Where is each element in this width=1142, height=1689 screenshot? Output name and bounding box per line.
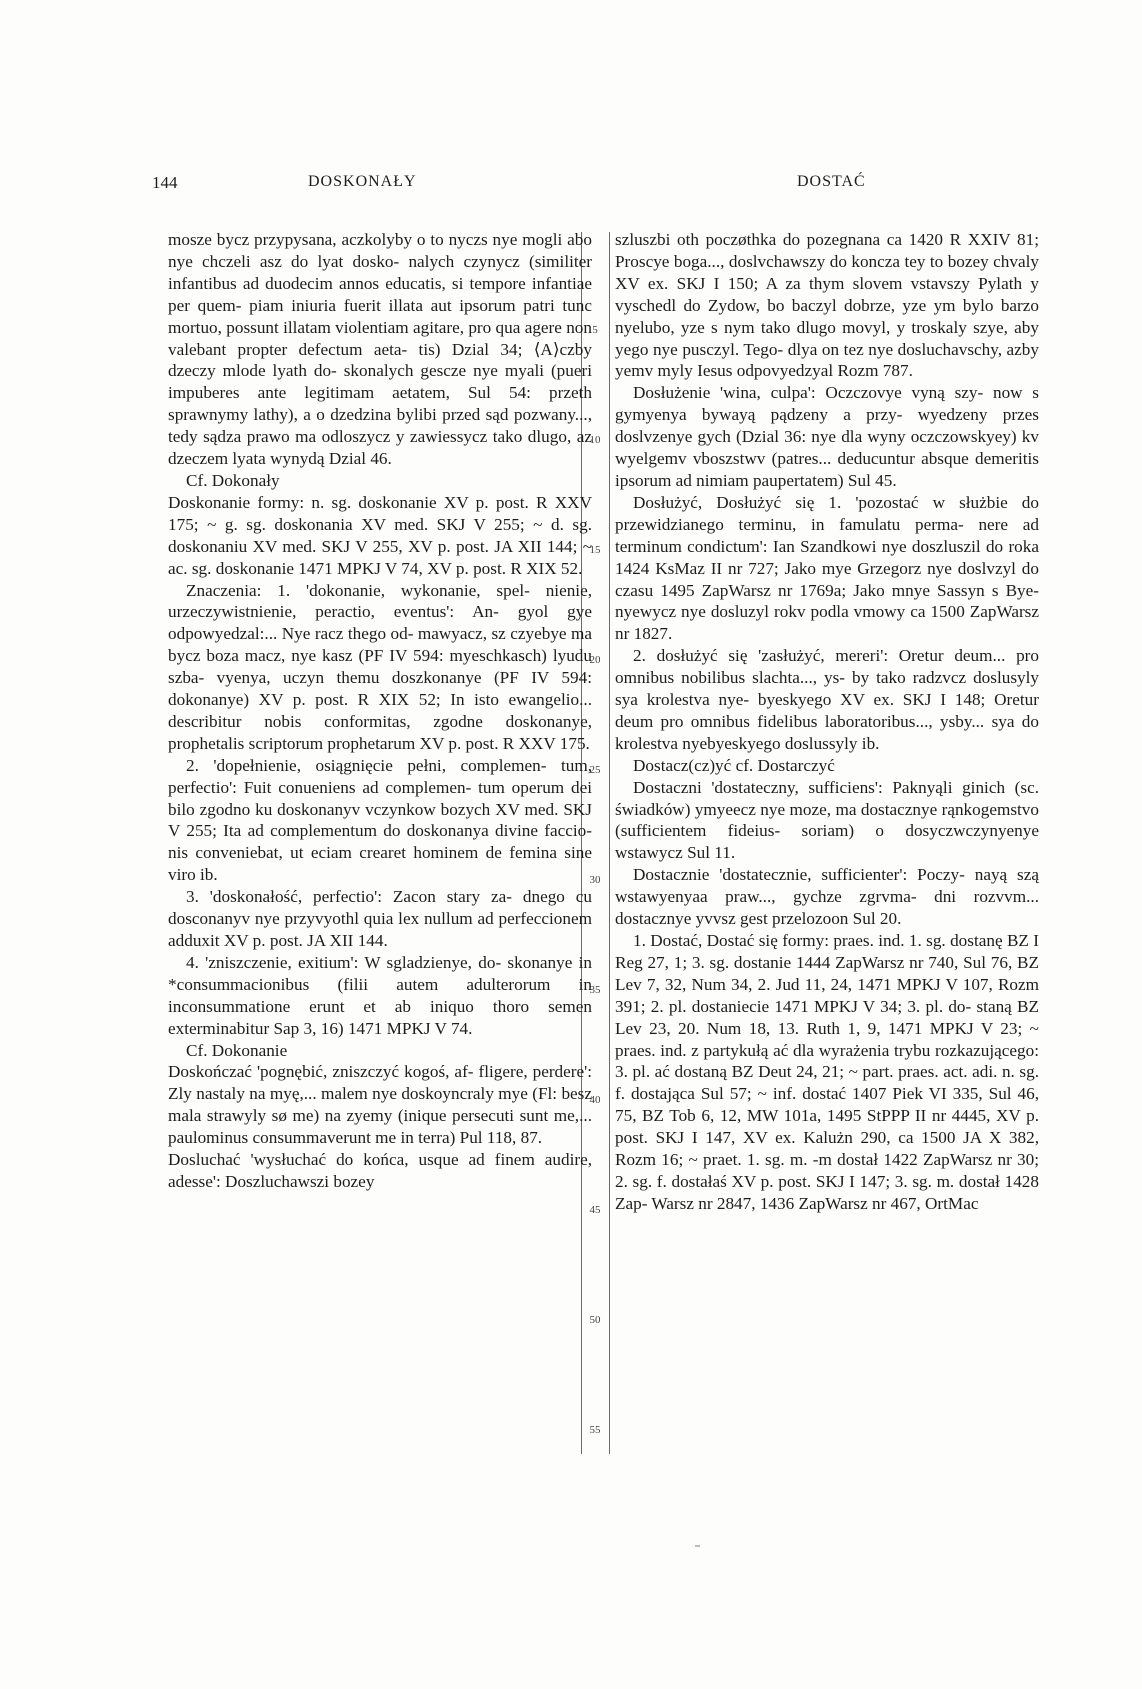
sense-2: 2. 'dopełnienie, osiągnięcie pełni, complemen- tum, perfectio': Fuit conueniens ad complemen- tum operum dei bilo zgodno ku doskonanyv vczynkow bozych XV med. SKJ V 255; Ita ad complementum do doskonanya divine faccio- nis conveniebat, ut eciam crearet hominem de femina sine viro ib. bbox=[168, 755, 592, 885]
scan-speck bbox=[695, 1545, 700, 1547]
sense-3: 3. 'doskonałość, perfectio': Zacon stary za- dnego cu dosconanyv nye przyvyothl quia lex nullum ad perfeccionem adduxit XV p. post. JA XII 144. bbox=[168, 887, 592, 950]
entry-continuation: mosze bycz przypysana, aczkolyby o to nyczs nye mogli abo nye chczeli asz do lyat dosko- nalych czynycz (similiter infantibus ad duodecim annos educatis, si tempore infantiae per quem- piam iniuria fuerit illata aut ipsorum patri tunc mortuo, possunt illatam violentiam agitare, pro qua agere non valebant propter defectum aeta- tis) Dzial 34; ⟨A⟩czby dzeczy mlode lyath do- skonalych gescze nye myali (pueri impuberes ante legitimam aetatem, Sul 54: przeth sprawnymy lathy), a o dzedzina bylibi przed sąd pozwany..., tedy sądza prawo ma odloszycz y zawiessycz tako dlugo, az dzeczem lyata wynydą Dzial 46. bbox=[168, 230, 592, 469]
cross-reference: Cf. Dokonały bbox=[186, 470, 280, 490]
line-number: 40 bbox=[589, 1094, 601, 1106]
column-rule-right bbox=[609, 232, 610, 1454]
page-number: 144 bbox=[152, 173, 178, 192]
sense-1: Znaczenia: 1. 'dokonanie, wykonanie, spel- nienie, urzeczywistnienie, peractio, eventus': An- gyol gye odpowyedzal:... Nye racz thego od- mawyacz, sz czyebye ma bycz boza macz, nye kasz (PF IV 594: myeschkasch) lyudu szba- vyenya, uczyn themu doszkonanye (PF IV 594: dokonanye) XV p. post. R XIX 52; In isto ewangelio... describitur nobis conformitas, zgodne doskonanye, prophetalis scriptorum prophetarum XV p. post. R XXV 175. bbox=[168, 580, 592, 753]
entry-dostac: 1. Dostać, Dostać się formy: praes. ind. 1. sg. dostanę BZ I Reg 27, 1; 3. sg. dostanie 1444 ZapWarsz nr 740, Sul 76, BZ Lev 7, 32, Num 34, 2. Jud 11, 24, 1471 MPKJ V 107, Rozm 391; 2. pl. dostaniecie 1471 MPKJ V 34; 3. pl. do- staną BZ Lev 23, 20. Num 18, 13. Ruth 1, 9, 1471 MPKJ V 23; ~ praes. ind. z partykułą ać dla wyrażenia trybu rozkazującego: 3. pl. ać dostaną BZ Deut 24, 21; ~ part. praes. act. adi. n. sg. f. dostająca Sul 57; ~ inf. dostać 1407 Piek VI 335, Sul 46, 75, BZ Tob 6, 12, MW 101a, 1495 StPPP II nr 4445, XV p. post. SKJ I 147, XV ex. Kalużn 290, ca 1500 JA X 382, Rozm 16; ~ praet. 1. sg. m. -m dostał 1422 ZapWarsz nr 30; 2. sg. f. dostałaś XV p. post. SKJ I 147; 3. sg. m. dostał 1428 Zap- Warsz nr 2847, 1436 ZapWarsz nr 467, OrtMac bbox=[615, 931, 1039, 1213]
entry-dosluzyc: Dosłużyć, Dosłużyć się 1. 'pozostać w służbie do przewidzianego terminu, in famulatu perma- nere ad terminum condictum': Ian Szandkowi nye doszluszil do roka 1424 KsMaz II nr 727; Jako mye Grzegorz nye doslvzyl do czasu 1495 ZapWarsz nr 1769a; Jako mnye Sassyn s Bye- nyewycz nye dosluzyl rokv podla vmowy ca 1500 ZapWarsz nr 1827. bbox=[615, 492, 1039, 644]
line-number: 10 bbox=[589, 434, 601, 446]
entry-doskonanie: Doskonanie formy: n. sg. doskonanie XV p. post. R XXV 175; ~ g. sg. doskonania XV med. SKJ V 255; ~ d. sg. doskonaniu XV med. SKJ V 255, XV p. post. JA XII 144; ~ ac. sg. doskonanie 1471 MPKJ V 74, XV p. post. R XIX 52. bbox=[168, 492, 592, 578]
left-column bbox=[168, 229, 592, 1193]
cross-reference: Cf. Dokonanie bbox=[186, 1040, 288, 1060]
line-number: 15 bbox=[589, 544, 601, 556]
line-number: 25 bbox=[589, 764, 601, 776]
entry-doskonczac: Doskończać 'pognębić, zniszczyć kogoś, af- fligere, perdere': Zly nastaly na myę,... malem nye doskoyncraly mye (Fl: besz mala strawyly sø me) na zyemy (inique persecuti sunt me,... paulominus consummaverunt me in terra) Pul 118, 87. bbox=[168, 1062, 592, 1148]
line-number: 55 bbox=[589, 1424, 601, 1436]
right-running-headword: DOSTAĆ bbox=[797, 173, 866, 190]
running-header bbox=[0, 173, 1142, 197]
entry-dosluchac: Dosluchać 'wysłuchać do końca, usque ad finem audire, adesse': Doszluchawszi bozey bbox=[168, 1150, 592, 1191]
entry-continuation: szluszbi oth poczøthka do pozegnana ca 1420 R XXIV 81; Proscye boga..., doslvchawszy do koncza tey to bozey chvaly XV ex. SKJ I 150; A za thym slovem vstavszy Pylath y vyschedl do Zydow, bo baczyl dobrze, yze ym bylo barzo nyelubo, yze s nym tako dlugo movyl, y troskaly szye, aby yego nye pusczyl. Tego- dlya on tez nye dosluchavschy, azby yemv myly Iesus odpovyedzyal Rozm 787. bbox=[615, 230, 1039, 381]
line-number: 45 bbox=[589, 1204, 601, 1216]
left-running-headword: DOSKONAŁY bbox=[308, 173, 417, 190]
right-column bbox=[615, 229, 1039, 1215]
entry-dostaczyc: Dostacz(cz)yć cf. Dostarczyć bbox=[633, 755, 835, 775]
entry-dosluzenie: Dosłużenie 'wina, culpa': Oczczovye vyną szy- now s gymyenya bywayą pądzeny a przy- wyedzeny przes doslvzenye gych (Dzial 36: nye dla wyny oczczowskyey) kv wyelgemv vboszstwv (patres... deducuntur absque demeritis ipsorum ad nimiam paupertatem) Sul 45. bbox=[615, 383, 1039, 490]
sense-4: 4. 'zniszczenie, exitium': W sgladzienye, do- skonanye in *consummacionibus (filii autem adulterorum in inconsummatione erunt et ab iniquo thoro semen exterminabitur Sap 3, 16) 1471 MPKJ V 74. bbox=[168, 952, 592, 1038]
sense-2: 2. dosłużyć się 'zasłużyć, mereri': Oretur deum... pro omnibus nobilibus slachta..., ys- by tako radzvcz doslusyly sya krolestva nye- byeskyego XV ex. SKJ I 148; Oretur deum pro omnibus fidelibus laboratoribus..., ysby... sya do krolestva nyebyeskyego doslussyly ib. bbox=[615, 646, 1039, 753]
line-number: 5 bbox=[592, 324, 598, 336]
line-number: 50 bbox=[589, 1314, 601, 1326]
line-number: 35 bbox=[589, 984, 601, 996]
line-number: 30 bbox=[589, 874, 601, 886]
entry-dostacznie: Dostacznie 'dostatecznie, sufficienter': Poczy- nayą szą wstawyenyaa praw..., gychze zgrvma- dni rozvvm... dostacznye yvvsz gest przelozoon Sul 20. bbox=[615, 865, 1039, 929]
entry-dostaczni: Dostaczni 'dostateczny, sufficiens': Paknyąli ginich (sc. świadków) ymyeecz nye moze, ma dostacznye rąnkogemstvo (sufficientem fideius- soriam) o dosyczwczynyenye wstawycz Sul 11. bbox=[615, 777, 1039, 863]
line-number: 20 bbox=[589, 654, 601, 666]
